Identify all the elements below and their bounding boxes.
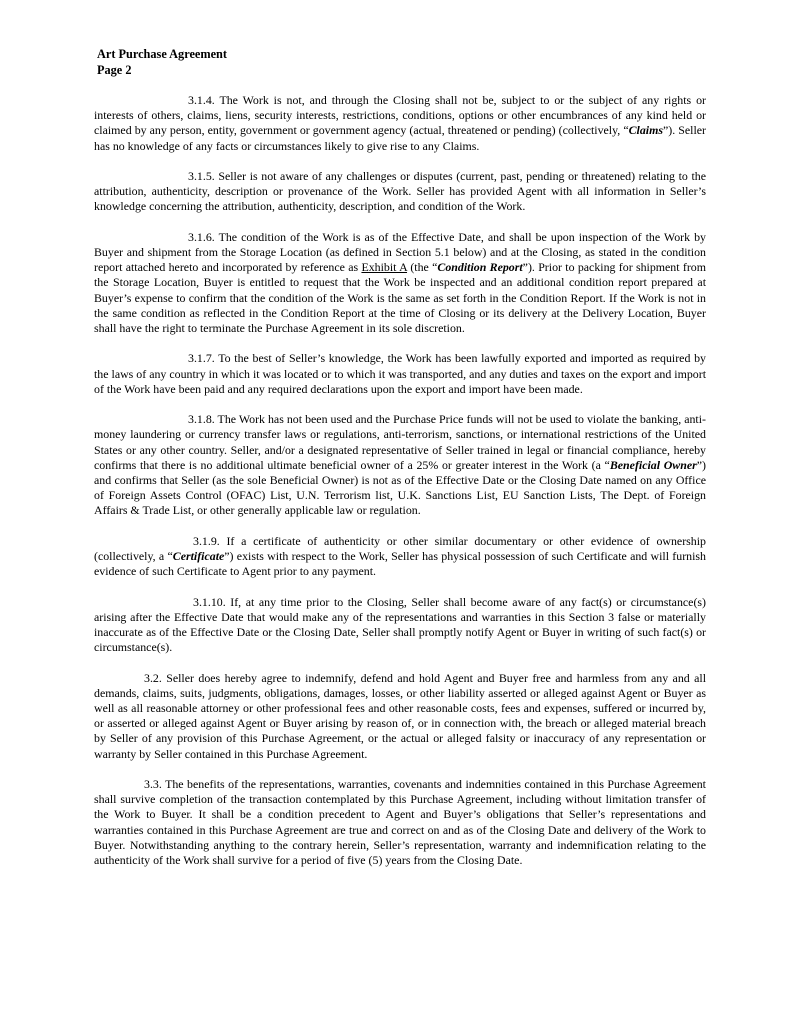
section-3-1-8 (94, 412, 706, 518)
section-3-1-9-text-b: ”) exists with respect to the Work, Seller has physical possession of such Certificate and will furnish evidence of such Certificate to Agent prior to any payment. (94, 549, 706, 579)
defined-term-claims: Claims (628, 123, 663, 138)
section-3-1-6-text-b: (the “ (407, 260, 438, 275)
section-3-1-4 (94, 93, 706, 154)
section-3-1-7: 3.1.7. To the best of Seller’s knowledge, the Work has been lawfully exported and imported as required by the laws of any country in which it was located or to which it was transported, and any duties and taxes on the export and import of the Work have been paid and any required declarations upon the export and import have been made. (94, 351, 706, 396)
document-body (94, 93, 706, 883)
section-3-2: 3.2. Seller does hereby agree to indemnify, defend and hold Agent and Buyer free and harmless from any and all demands, claims, suits, judgments, obligations, damages, losses, or other liability asserted or alleged against Agent or Buyer as well as all reasonable attorney or other professional fees and other reasonable costs, fees and expenses, suffered or incurred by, or asserted or alleged against Agent or Buyer arising by reason of, or in connection with, the breach or alleged material breach by Seller of any provision of this Purchase Agreement, or the actual or alleged falsity or inaccuracy of any representation or warranty by Seller contained in this Purchase Agreement. (94, 670, 706, 761)
section-3-1-6-text-a: 3.1.6. The condition of the Work is as of the Effective Date, and shall be upon inspection of the Work by Buyer and shipment from the Storage Location (as defined in Section 5.1 below) and at the Closing, as stated in the condition report attached hereto and incorporated by reference as (94, 229, 706, 275)
page-header (97, 47, 227, 78)
page-number: Page 2 (97, 62, 132, 77)
defined-term-beneficial-owner: Beneficial Owner (609, 457, 697, 472)
section-3-1-5: 3.1.5. Seller is not aware of any challenges or disputes (current, past, pending or threatened) relating to the attribution, authenticity, description or provenance of the Work. Seller has provided Agent with all information in Seller’s knowledge concerning the attribution, authenticity, description, and condition of the Work. (94, 169, 706, 214)
defined-term-condition-report: Condition Report (437, 260, 523, 275)
section-3-1-9 (94, 534, 706, 580)
section-3-1-4-text-a: 3.1.4. The Work is not, and through the Closing shall not be, subject to or the subject of any rights or interests of others, claims, liens, security interests, restrictions, conditions, options or other encumbrances of any kind held or claimed by any person, entity, government or government agency (actual, threatened or pending) (collectively, “ (94, 93, 706, 138)
exhibit-a-reference: Exhibit A (361, 260, 408, 275)
section-3-1-4-text-b: ”). Seller has no knowledge of any facts or circumstances likely to give rise to any Claims. (94, 123, 706, 153)
section-3-1-8-text-b: ”) and confirms that Seller (as the sole Beneficial Owner) is not as of the Effective Date or the Closing Date named on any Office of Foreign Assets Control (OFAC) List, U.N. Terrorism list, U.K. Sanctions List, EU Sanction Lists, The Dept. of Foreign Affairs & Trade List, or other generally applicable law or regulation. (94, 457, 707, 518)
section-3-1-9-text-a: 3.1.9. If a certificate of authenticity or other similar documentary or other evidence of ownership (collectively, a “ (94, 533, 706, 564)
section-3-1-10: 3.1.10. If, at any time prior to the Closing, Seller shall become aware of any fact(s) or circumstance(s) arising after the Effective Date that would make any of the representations and warranties in this Section 3 false or materially inaccurate as of the Effective Date or the Closing Date, Seller shall promptly notify Agent or Buyer in writing of such fact(s) or circumstance(s). (94, 594, 706, 655)
document-title: Art Purchase Agreement (97, 47, 227, 61)
section-3-1-8-text-a: 3.1.8. The Work has not been used and the Purchase Price funds will not be used to violate the banking, anti-money laundering or currency transfer laws or regulations, anti-terrorism, sanctions, or international restrictions of the United States or any other country. Seller, and/or a designated representative of Seller trained in legal or financial compliance, hereby confirms that there is no additional ultimate beneficial owner of a 25% or greater interest in the Work (a “ (94, 412, 706, 472)
section-3-1-6 (94, 230, 706, 336)
section-3-3: 3.3. The benefits of the representations, warranties, covenants and indemnities contained in this Purchase Agreement shall survive completion of the transaction contemplated by this Purchase Agreement, including without limitation transfer of the Work to Buyer. It shall be a condition precedent to Agent and Buyer’s obligations that Seller’s representations and warranties contained in this Purchase Agreement are true and correct on and as of the Closing Date and delivery of the Work to Buyer. Notwithstanding anything to the contrary herein, Seller’s representation, warranty and indemnification relating to the authenticity of the Work shall survive for a period of five (5) years from the Closing Date. (94, 777, 706, 868)
defined-term-certificate: Certificate (172, 549, 225, 564)
section-3-1-6-text-c: ”). Prior to packing for shipment from the Storage Location, Buyer is entitled to request that the Work be inspected and an additional condition report prepared at Buyer’s expense to confirm that the condition of the Work is the same as set forth in the Condition Report. If the Work is not in the same condition as reflected in the Condition Report at the time of Closing or its delivery at the Delivery Location, Buyer shall have the right to terminate the Purchase Agreement in its sole discretion. (94, 260, 706, 336)
